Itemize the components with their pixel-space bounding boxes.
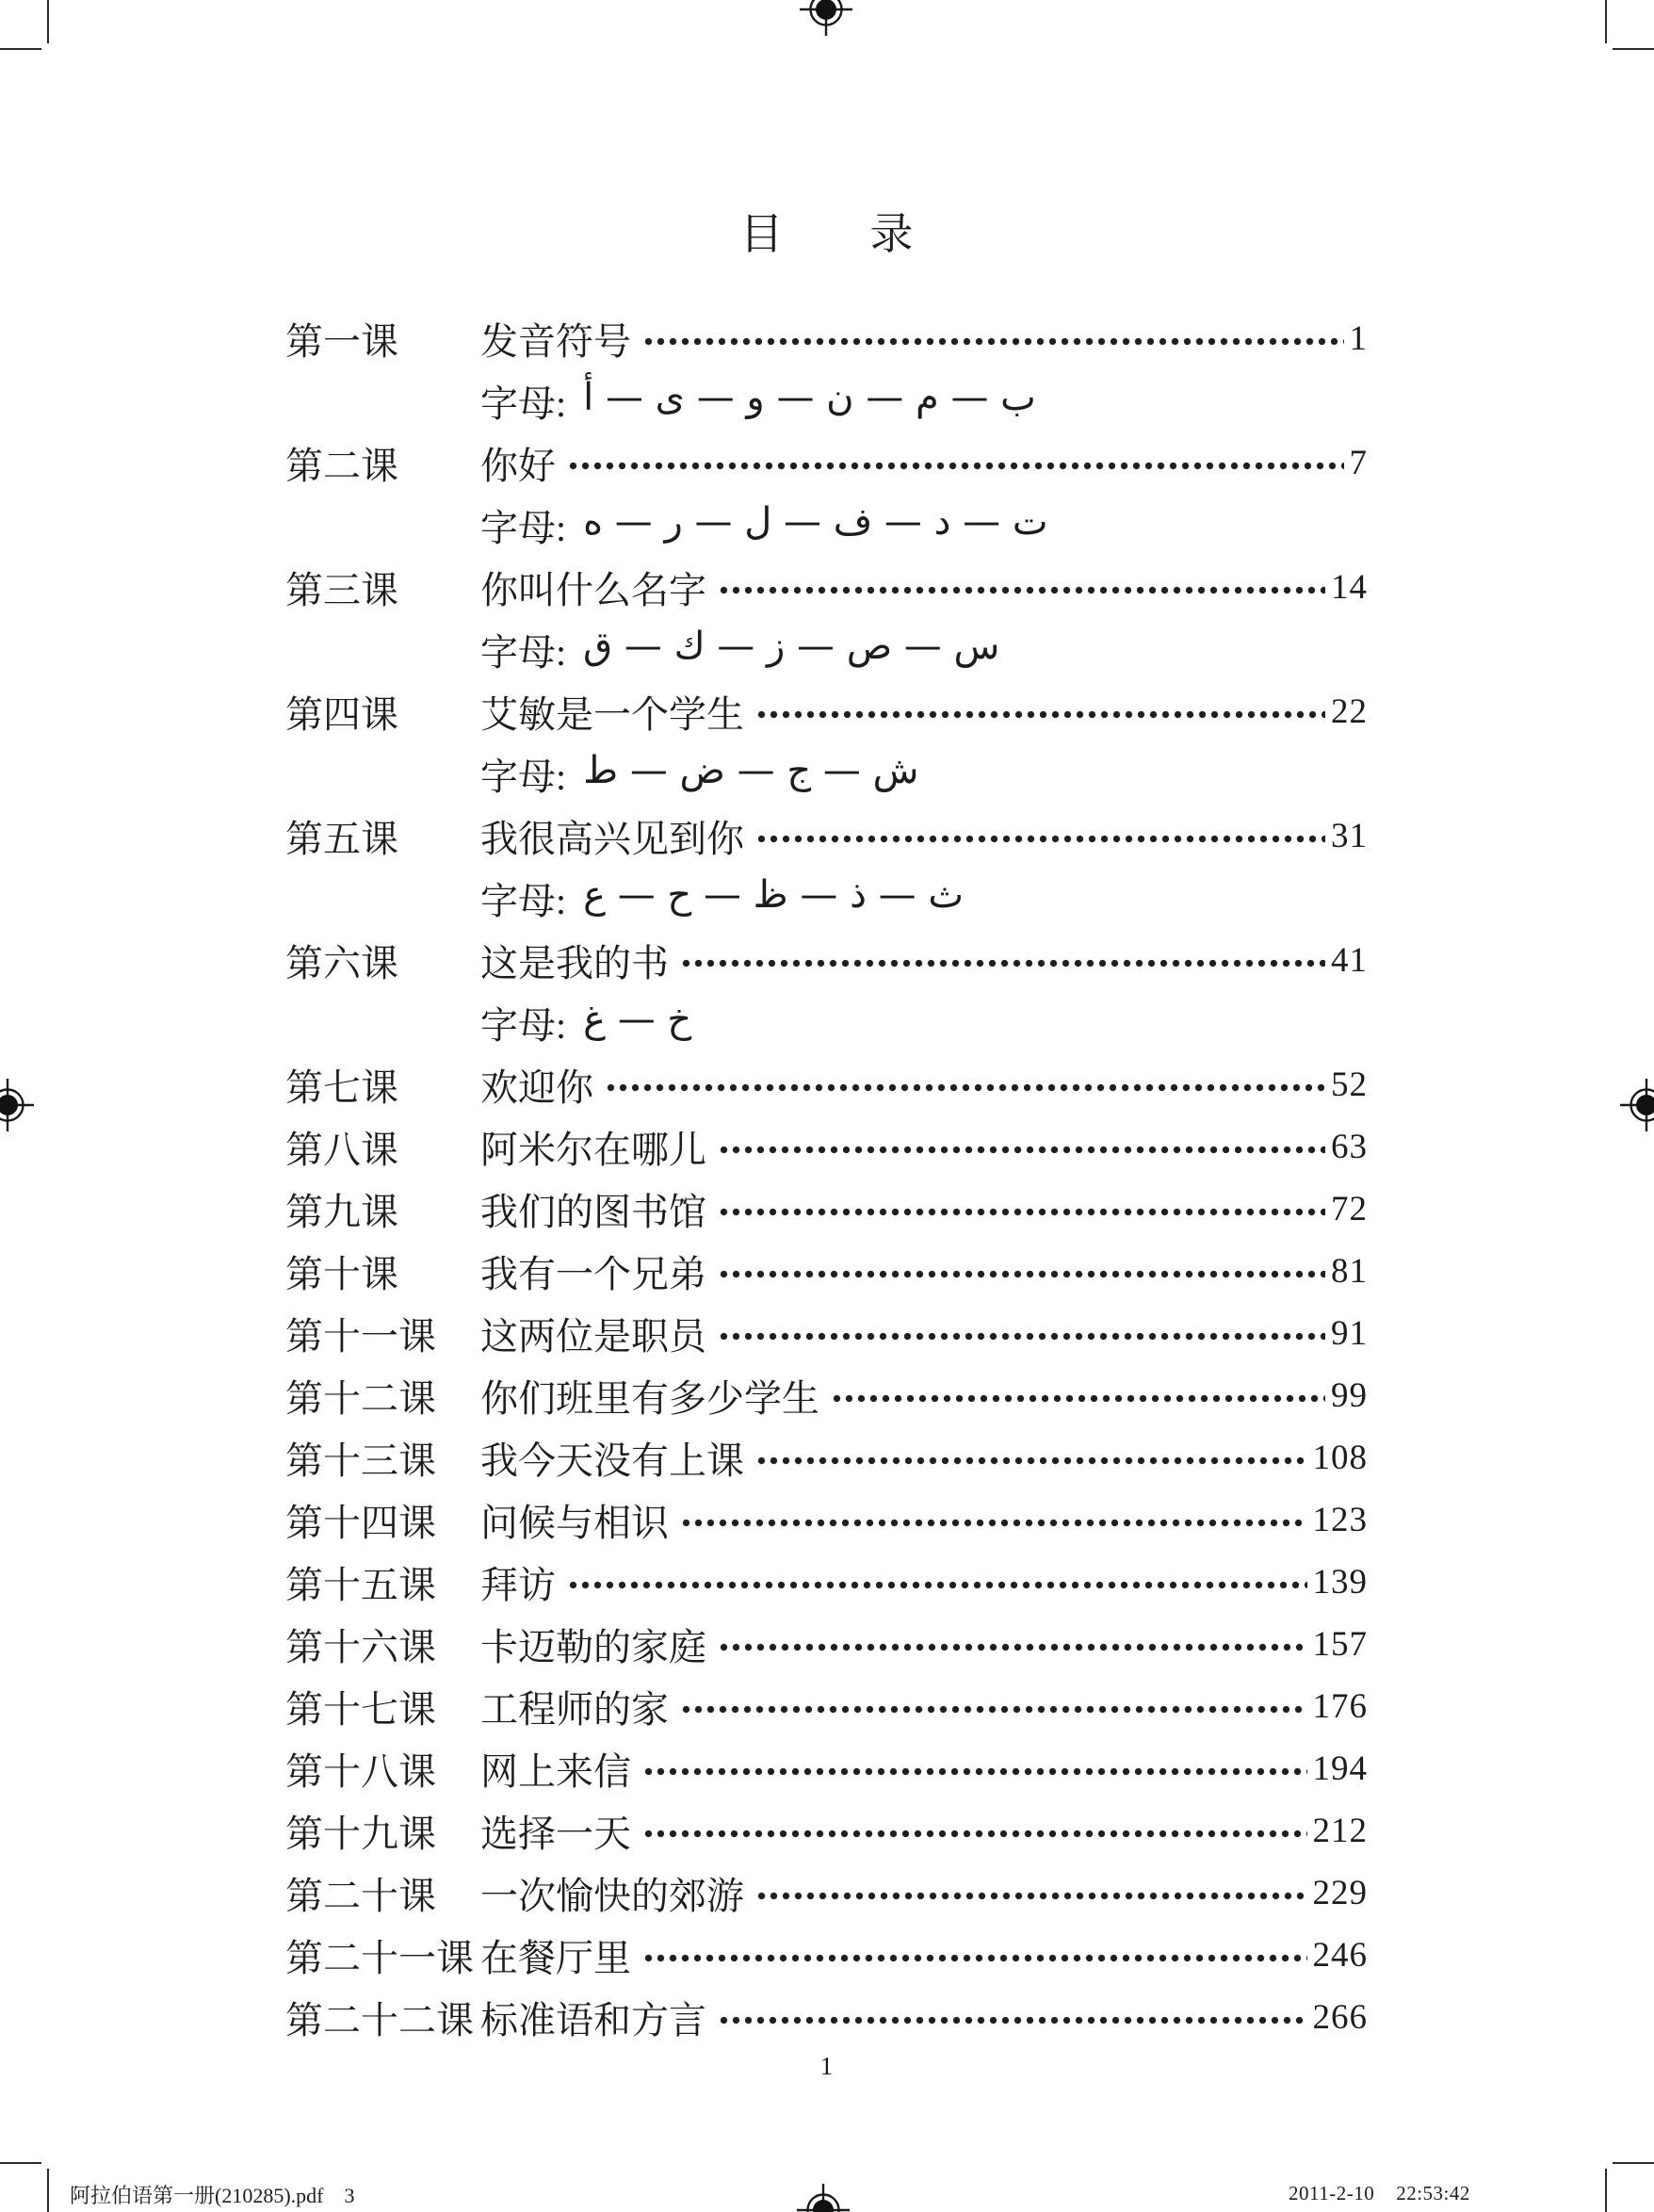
dot-leader — [569, 1581, 1307, 1589]
toc-row — [285, 431, 1368, 494]
letters-label: 字母: — [480, 1003, 567, 1047]
dot-leader — [569, 462, 1344, 470]
toc-row — [285, 929, 1368, 991]
toc-row — [285, 1053, 1368, 1115]
page-title: 目 录 — [739, 210, 914, 258]
arabic-letters: غ — خ — [583, 998, 692, 1041]
lesson-number: 第十四课 — [285, 1501, 436, 1544]
lesson-page-number: 108 — [1312, 1438, 1368, 1477]
toc-row — [285, 805, 1368, 867]
toc-letters-row — [285, 867, 1368, 929]
dot-leader — [682, 959, 1325, 968]
lesson-page-number: 52 — [1331, 1065, 1368, 1104]
lesson-title: 我们的图书馆 — [480, 1190, 706, 1233]
dot-leader — [833, 1394, 1325, 1403]
dot-leader — [682, 1705, 1307, 1714]
arabic-letters: ط — ض — ج — ش — [583, 749, 919, 792]
dot-leader — [757, 710, 1325, 719]
lesson-title: 这两位是职员 — [480, 1314, 706, 1358]
toc-row — [285, 1924, 1368, 1986]
lesson-page-number: 266 — [1312, 1997, 1368, 2037]
dot-leader — [720, 2016, 1307, 2025]
lesson-number: 第二课 — [285, 444, 398, 487]
lesson-page-number: 63 — [1331, 1127, 1368, 1166]
lesson-number: 第十五课 — [285, 1563, 436, 1606]
lesson-number: 第六课 — [285, 941, 398, 984]
dot-leader — [682, 1519, 1307, 1527]
letters-label: 字母: — [480, 879, 567, 922]
toc-row — [285, 1675, 1368, 1737]
arabic-letters: أ — ى — و — ن — م — ب — [583, 376, 1036, 419]
lesson-title: 问候与相识 — [480, 1501, 669, 1544]
registration-mark-bottom — [794, 2181, 852, 2212]
dot-leader — [757, 1892, 1307, 1900]
lesson-page-number: 91 — [1331, 1313, 1368, 1353]
lesson-number: 第四课 — [285, 692, 398, 736]
lesson-number: 第二十课 — [285, 1874, 436, 1917]
arabic-letters: ق — ك — ز — ص — س — [583, 625, 1000, 668]
toc-row — [285, 1862, 1368, 1924]
arabic-letters: ه — ر — ل — ف — د — ت — [583, 500, 1048, 544]
arabic-letters: ع — ح — ظ — ذ — ث — [583, 873, 964, 917]
lesson-number: 第一课 — [285, 319, 398, 363]
registration-mark-top — [797, 0, 855, 39]
registration-mark-icon — [1617, 1076, 1654, 1134]
lesson-title: 一次愉快的郊游 — [480, 1874, 744, 1917]
dot-leader — [644, 1830, 1307, 1838]
toc-letters-row — [285, 991, 1368, 1053]
dot-leader — [720, 586, 1325, 594]
lesson-number: 第十课 — [285, 1252, 398, 1295]
toc-row — [285, 1737, 1368, 1799]
lesson-number: 第十六课 — [285, 1625, 436, 1668]
dot-leader — [644, 1954, 1307, 1962]
toc-row — [285, 1488, 1368, 1551]
lesson-page-number: 176 — [1312, 1686, 1368, 1726]
crop-mark-bottom-right-horizontal — [1613, 2162, 1654, 2164]
lesson-title: 我今天没有上课 — [480, 1439, 744, 1482]
crop-mark-top-right-vertical — [1605, 0, 1607, 43]
toc-letters-row — [285, 742, 1368, 805]
lesson-number: 第九课 — [285, 1190, 398, 1233]
lesson-number: 第十二课 — [285, 1376, 436, 1420]
lesson-page-number: 212 — [1312, 1811, 1368, 1850]
lesson-title: 在餐厅里 — [480, 1936, 631, 1979]
lesson-title: 标准语和方言 — [480, 1998, 706, 2041]
toc-letters-row — [285, 494, 1368, 556]
dot-leader — [644, 1767, 1307, 1776]
lesson-number: 第十一课 — [285, 1314, 436, 1358]
dot-leader — [720, 1208, 1325, 1216]
footer-timestamp: 2011-2-10 22:53:42 — [1289, 2182, 1470, 2204]
lesson-number: 第二十二课 — [285, 1998, 474, 2041]
lesson-page-number: 14 — [1331, 567, 1368, 607]
lesson-title: 我很高兴见到你 — [480, 817, 744, 860]
crop-mark-bottom-left-horizontal — [0, 2162, 41, 2164]
toc-row — [285, 1115, 1368, 1178]
lesson-title: 选择一天 — [480, 1812, 631, 1855]
lesson-number: 第二十一课 — [285, 1936, 474, 1979]
toc-letters-row — [285, 369, 1368, 431]
lesson-title: 艾敏是一个学生 — [480, 692, 744, 736]
folio-page-number: 1 — [819, 2052, 834, 2080]
lesson-number: 第七课 — [285, 1065, 398, 1109]
lesson-page-number: 229 — [1312, 1873, 1368, 1912]
dot-leader — [607, 1083, 1325, 1092]
lesson-number: 第五课 — [285, 817, 398, 860]
lesson-title: 卡迈勒的家庭 — [480, 1625, 706, 1668]
crop-mark-top-left-vertical — [47, 0, 49, 43]
registration-mark-icon — [794, 2181, 852, 2212]
lesson-title: 欢迎你 — [480, 1065, 593, 1109]
lesson-page-number: 157 — [1312, 1624, 1368, 1664]
dot-leader — [644, 337, 1344, 346]
toc-list — [285, 307, 1368, 2048]
toc-row — [285, 1551, 1368, 1613]
lesson-number: 第十七课 — [285, 1687, 436, 1731]
lesson-page-number: 31 — [1331, 816, 1368, 855]
lesson-number: 第十三课 — [285, 1439, 436, 1482]
lesson-title: 拜访 — [480, 1563, 556, 1606]
toc-row — [285, 1240, 1368, 1302]
lesson-number: 第八课 — [285, 1128, 398, 1171]
lesson-page-number: 139 — [1312, 1562, 1368, 1602]
lesson-page-number: 194 — [1312, 1748, 1368, 1788]
toc-row — [285, 307, 1368, 369]
lesson-title: 网上来信 — [480, 1749, 631, 1793]
toc-row — [285, 1364, 1368, 1426]
registration-mark-right — [1617, 1076, 1654, 1134]
lesson-page-number: 81 — [1331, 1251, 1368, 1291]
toc-row — [285, 1613, 1368, 1675]
registration-mark-icon — [797, 0, 855, 39]
lesson-title: 你好 — [480, 444, 556, 487]
lesson-title: 工程师的家 — [480, 1687, 669, 1731]
letters-label: 字母: — [480, 382, 567, 425]
registration-mark-left — [0, 1076, 37, 1134]
toc-row — [285, 680, 1368, 742]
lesson-page-number: 72 — [1331, 1189, 1368, 1228]
toc-row — [285, 1986, 1368, 2048]
lesson-number: 第十九课 — [285, 1812, 436, 1855]
toc-row — [285, 1302, 1368, 1364]
lesson-page-number: 7 — [1349, 443, 1368, 482]
letters-label: 字母: — [480, 630, 567, 674]
dot-leader — [720, 1146, 1325, 1154]
lesson-page-number: 246 — [1312, 1935, 1368, 1975]
crop-mark-bottom-right-vertical — [1605, 2169, 1607, 2212]
lesson-title: 我有一个兄弟 — [480, 1252, 706, 1295]
dot-leader — [757, 835, 1325, 843]
registration-mark-icon — [0, 1076, 37, 1134]
letters-label: 字母: — [480, 506, 567, 549]
toc-row — [285, 1178, 1368, 1240]
lesson-page-number: 1 — [1349, 318, 1368, 358]
dot-leader — [720, 1332, 1325, 1341]
dot-leader — [720, 1270, 1325, 1278]
lesson-title: 这是我的书 — [480, 941, 669, 984]
dot-leader — [757, 1456, 1307, 1465]
lesson-page-number: 123 — [1312, 1500, 1368, 1539]
toc-row — [285, 1426, 1368, 1488]
toc-row — [285, 556, 1368, 618]
lesson-title: 阿米尔在哪儿 — [480, 1128, 706, 1171]
lesson-number: 第十八课 — [285, 1749, 436, 1793]
letters-label: 字母: — [480, 755, 567, 798]
lesson-page-number: 41 — [1331, 940, 1368, 980]
lesson-page-number: 22 — [1331, 691, 1368, 731]
footer-filename: 阿拉伯语第一册(210285).pdf 3 — [70, 2184, 355, 2207]
lesson-number: 第三课 — [285, 568, 398, 611]
dot-leader — [720, 1643, 1307, 1651]
toc-letters-row — [285, 618, 1368, 680]
crop-mark-top-right-horizontal — [1613, 48, 1654, 50]
lesson-title: 你们班里有多少学生 — [480, 1376, 819, 1420]
lesson-title: 你叫什么名字 — [480, 568, 706, 611]
crop-mark-bottom-left-vertical — [47, 2169, 49, 2212]
crop-mark-top-left-horizontal — [0, 48, 41, 50]
lesson-page-number: 99 — [1331, 1375, 1368, 1415]
lesson-title: 发音符号 — [480, 319, 631, 363]
toc-row — [285, 1799, 1368, 1862]
